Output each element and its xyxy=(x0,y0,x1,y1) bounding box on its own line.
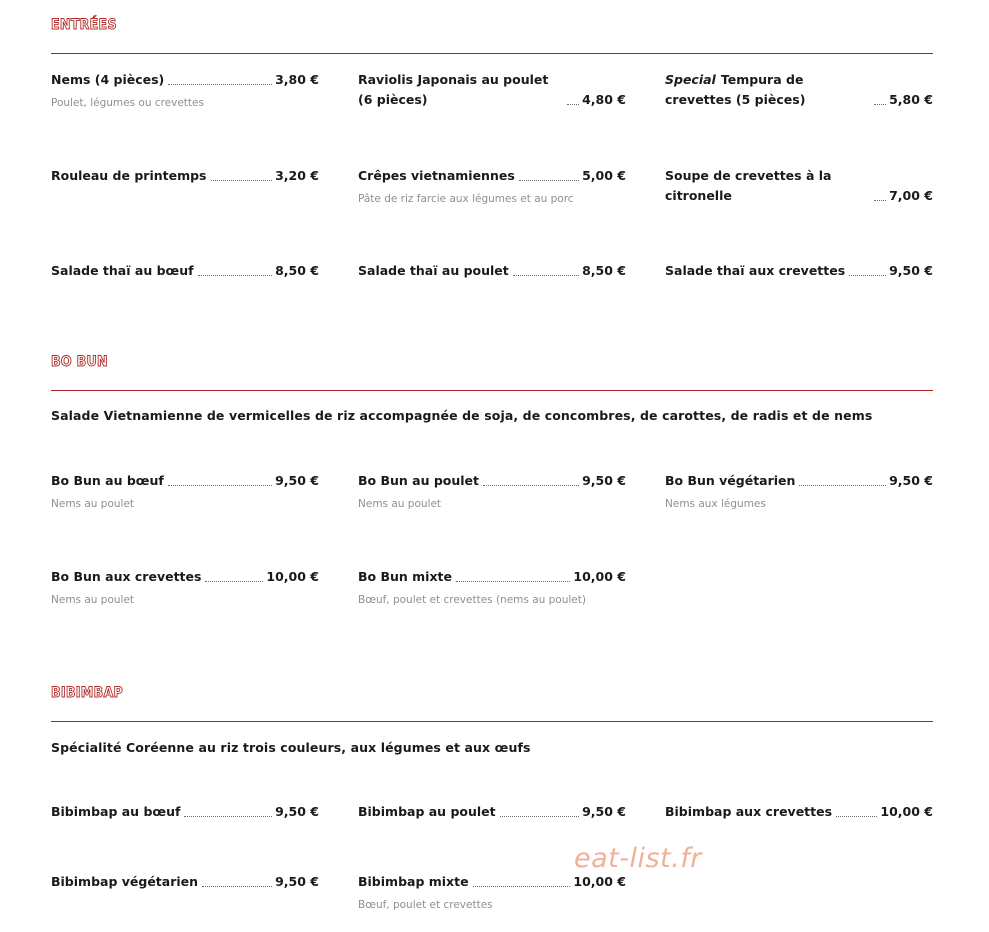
item-name: Rouleau de printemps xyxy=(51,168,207,183)
menu-item xyxy=(665,261,933,281)
leader-dots xyxy=(168,484,272,486)
menu-item xyxy=(665,802,933,822)
leader-dots xyxy=(202,885,272,887)
leader-dots xyxy=(799,484,886,486)
leader-dots xyxy=(456,580,570,582)
item-name: Soupe de crevettes à la citronelle xyxy=(665,168,832,203)
leader-dots xyxy=(874,199,886,201)
item-price: 3,80 € xyxy=(275,72,319,87)
menu-item xyxy=(358,261,626,281)
leader-dots xyxy=(184,815,272,817)
leader-dots xyxy=(211,179,273,181)
section-intro: Salade Vietnamienne de vermicelles de riz accompagnée de soja, de concombres, de carottes, de radis et de nems xyxy=(51,408,873,423)
item-price: 9,50 € xyxy=(275,804,319,819)
item-price: 5,00 € xyxy=(582,168,626,183)
section-title-bibimbap: BIBIMBAP xyxy=(51,685,124,701)
item-description: Nems au poulet xyxy=(51,594,135,606)
menu-item xyxy=(358,802,626,822)
menu-item xyxy=(665,471,933,511)
item-name: Bo Bun au bœuf xyxy=(51,473,164,488)
item-price: 9,50 € xyxy=(889,263,933,278)
item-name: Bo Bun aux crevettes xyxy=(51,569,202,584)
menu-item xyxy=(51,567,319,607)
section-title-bobun: BO BUN xyxy=(51,354,108,370)
leader-dots xyxy=(198,274,273,276)
item-description: Pâte de riz farcie aux légumes et au porc xyxy=(358,193,574,205)
leader-dots xyxy=(205,580,263,582)
menu-item xyxy=(358,70,626,110)
item-name: Bibimbap aux crevettes xyxy=(665,804,833,819)
item-name: Salade thaï au poulet xyxy=(358,263,509,278)
leader-dots xyxy=(500,815,579,817)
item-price: 10,00 € xyxy=(266,569,319,584)
item-description: Nems au poulet xyxy=(51,498,135,510)
menu-item xyxy=(51,70,319,110)
item-name-text: Tempura de crevettes (5 pièces) xyxy=(665,72,806,107)
item-price: 9,50 € xyxy=(582,804,626,819)
item-description: Poulet, légumes ou crevettes xyxy=(51,97,204,109)
item-price: 4,80 € xyxy=(582,92,626,107)
item-price: 10,00 € xyxy=(573,874,626,889)
item-price: 10,00 € xyxy=(880,804,933,819)
leader-dots xyxy=(519,179,579,181)
leader-dots xyxy=(836,815,877,817)
section-divider xyxy=(51,390,933,391)
section-title-entrees: ENTRÉES xyxy=(51,17,117,33)
menu-item xyxy=(51,261,319,281)
menu-item xyxy=(51,802,319,822)
item-name: Bo Bun mixte xyxy=(358,569,452,584)
item-name: Nems (4 pièces) xyxy=(51,72,165,87)
menu-item xyxy=(51,872,319,892)
item-name: Bo Bun au poulet xyxy=(358,473,480,488)
item-description: Bœuf, poulet et crevettes (nems au poulet) xyxy=(358,594,586,606)
menu-item xyxy=(665,166,933,206)
item-name: Salade thaï au bœuf xyxy=(51,263,194,278)
section-divider xyxy=(51,53,933,54)
leader-dots xyxy=(513,274,579,276)
special-tag: Special xyxy=(665,72,716,87)
item-name: Salade thaï aux crevettes xyxy=(665,263,846,278)
section-divider xyxy=(51,721,933,722)
item-name: Crêpes vietnamiennes xyxy=(358,168,515,183)
leader-dots xyxy=(168,83,272,85)
leader-dots xyxy=(567,103,579,105)
item-price: 5,80 € xyxy=(889,92,933,107)
menu-item xyxy=(665,70,933,110)
menu-item xyxy=(358,471,626,511)
item-description: Nems au poulet xyxy=(358,498,442,510)
item-name: Bibimbap végétarien xyxy=(51,874,199,889)
watermark-text: eat-list.fr xyxy=(574,843,702,874)
menu-item xyxy=(358,166,626,206)
item-price: 9,50 € xyxy=(275,473,319,488)
item-price: 10,00 € xyxy=(573,569,626,584)
item-name: Raviolis Japonais au poulet (6 pièces) xyxy=(358,72,549,107)
item-price: 8,50 € xyxy=(275,263,319,278)
section-intro: Spécialité Coréenne au riz trois couleurs, aux légumes et aux œufs xyxy=(51,740,531,755)
item-price: 9,50 € xyxy=(582,473,626,488)
leader-dots xyxy=(483,484,579,486)
item-price: 9,50 € xyxy=(889,473,933,488)
menu-item xyxy=(358,567,626,607)
item-name: Bibimbap au poulet xyxy=(358,804,496,819)
leader-dots xyxy=(874,103,886,105)
menu-item xyxy=(51,471,319,511)
item-name: Bibimbap au bœuf xyxy=(51,804,181,819)
item-price: 8,50 € xyxy=(582,263,626,278)
item-price: 3,20 € xyxy=(275,168,319,183)
item-price: 9,50 € xyxy=(275,874,319,889)
leader-dots xyxy=(849,274,886,276)
item-description: Nems aux légumes xyxy=(665,498,766,510)
leader-dots xyxy=(473,885,571,887)
menu-item xyxy=(51,166,319,186)
item-description: Bœuf, poulet et crevettes xyxy=(358,899,493,911)
item-price: 7,00 € xyxy=(889,188,933,203)
item-name: Bibimbap mixte xyxy=(358,874,469,889)
menu-item xyxy=(358,872,626,912)
item-name: Bo Bun végétarien xyxy=(665,473,796,488)
item-name xyxy=(665,70,870,110)
